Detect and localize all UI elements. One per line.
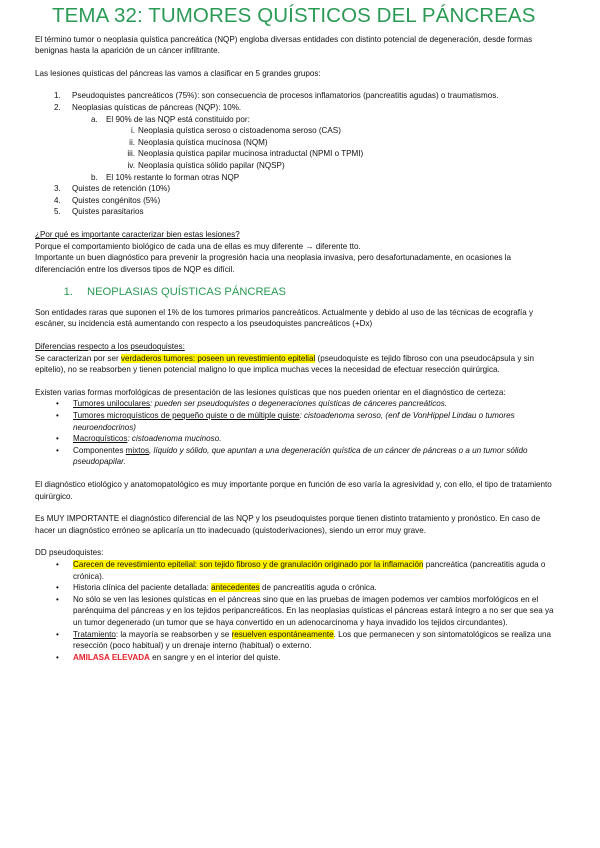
list-item: • Componentes mixtos, líquido y sólido, que apuntan a una degeneración quística de un cáncer de páncreas o a un tumor sólido pseudopapilar. [56,445,528,467]
groups-intro: Las lesiones quísticas del páncreas las vamos a clasificar en 5 grandes grupos: [35,68,321,78]
sublist-b [35,172,556,184]
list-item: • Carecen de revestimiento epitelial: son tejido fibroso y de granulación originado por la inflamación pancreática (pancreatitis aguda o crónica). [56,559,546,581]
highlighted-text: verdaderos tumores: poseen un revestimiento epitelial [120,353,316,363]
section-paragraph: Son entidades raras que suponen el 1% de los tumores primarios pancreáticos. Actualmente y debido al uso de las técnicas de ecografía y escáner, su incidencia está aumentando con respecto a los pseudoquistes pancreáticos (+Dx) [35,307,534,329]
list-item: • Macroquísticos: cistoadenoma mucinoso. [56,434,222,444]
differences-heading: Diferencias respecto a los pseudoquistes: [35,342,185,352]
differences-paragraph: Se caracterizan por ser verdaderos tumores: poseen un revestimiento epitelial (pseudoquiste es tejido fibroso con una pseudocápsula y sin epitelio), no se reabsorben y tienen potencial maligno lo que implica muchas veces la necesidad de efectuar resección quirúrgica. [35,353,534,375]
important-paragraph: Es MUY IMPORTANTE el diagnóstico diferencial de las NQP y los pseudoquistes porque tienen distinto tratamiento y pronóstico. En caso de hacer un diagnóstico erróneo se aplicaría un tto inadecuado (quistoderivaciones), siendo un error muy grave. [35,514,541,535]
red-emphasis: AMILASA ELEVADA [73,652,150,662]
list-item: i. Neoplasia quística seroso o cistoadenoma seroso (CAS) [130,126,341,136]
list-item: iv. Neoplasia quística sólido papilar (NQSP) [127,160,285,170]
list-item: 2. Neoplasias quísticas de páncreas (NQP): 10%. [54,102,242,112]
why-line-2: Importante un buen diagnóstico para prevenir la progresión hacia una neoplasia invasiva, pero desafortunadamente, en ocasiones la diferenciación entre los diversos tipos de NQP es difícil. [35,253,512,274]
highlighted-text: resuelven espontáneamente [231,629,334,639]
list-item: 4. Quistes congénitos (5%) [54,195,161,205]
list-item: • No sólo se ven las lesiones quísticas en el páncreas sino que en las pruebas de imagen podemos ver cambios morfológicos en el parénquima del páncreas y en los tejidos peripancreáticos. En las neoplasias quísticas el páncreas estará íntegro a no ser que sea ya un tumor degenerado (un tumor que se haya convertido en un adenocarcinoma y haya invadido los tejidos circundantes). [56,594,554,627]
dd-heading: DD pseudoquistes: [35,548,104,558]
list-item: • Tumores microquísticos de pequeño quiste o de múltiple quiste: cistoadenoma seroso, (enf de VonHippel Lindau o tumores neuroendocrinos) [56,411,515,432]
list-item: • Historia clínica del paciente detallada: antecedentes de pancreatitis aguda o crónica. [56,583,377,593]
list-item: 1. Pseudoquistes pancreáticos (75%): son consecuencia de procesos inflamatorios (pancreatitis agudas) o traumatismos. [54,91,499,101]
groups-list-continued [35,183,556,218]
section-title: NEOPLASIAS QUÍSTICAS PÁNCREAS [87,286,286,299]
list-item: iii. Neoplasia quística papilar mucinosa intraductal (NPMI o TPMI) [127,149,364,159]
etiology-paragraph: El diagnóstico etiológico y anatomopatológico es muy importante porque en función de eso varía la agresividad y, con ello, el tipo de tratamiento quirúrgico. [35,480,552,501]
section-number: 1. [63,286,73,299]
list-item: • Tratamiento: la mayoría se reabsorben y se resuelven espontáneamente. Los que permanecen y son sintomatológicos se realiza una resección (poco habitual) y un drenaje interno (habitual) o externo. [56,629,551,651]
groups-list [35,90,556,113]
why-question: ¿Por qué es importante caracterizar bien estas lesiones? [35,229,240,239]
list-item: a. El 90% de las NQP está constituido por: [91,114,250,124]
list-item: 3. Quistes de retención (10%) [54,184,171,194]
section-heading [35,287,556,299]
why-line-1: Porque el comportamiento biológico de cada una de ellas es muy diferente → diferente tto. [35,241,361,251]
forms-list [35,398,556,468]
list-item: ii. Neoplasia quística mucinosa (NQM) [129,137,268,147]
sublist-a [35,114,556,126]
page-title: TEMA 32: TUMORES QUÍSTICOS DEL PÁNCREAS [52,4,536,27]
intro-paragraph: El término tumor o neoplasia quística pancreática (NQP) engloba diversas entidades con distinto potencial de degeneración, desde formas benignas hasta la aparición de un cáncer infiltrante. [35,34,533,56]
highlighted-text: antecedentes [211,583,260,593]
sublist-roman [35,125,556,171]
highlighted-text: Carecen de revestimiento epitelial: son tejido fibroso y de granulación originado por la inflamación [73,559,424,569]
list-item: • AMILASA ELEVADA en sangre y en el interior del quiste. [56,652,281,662]
list-item: b. El 10% restante lo forman otras NQP [91,172,240,182]
list-item: 5. Quistes parasitarios [54,207,144,217]
dd-list [35,559,556,663]
list-item: • Tumores uniloculares: pueden ser pseudoquistes o degeneraciones quísticas de cánceres pancreáticos. [56,399,448,409]
forms-intro: Existen varias formas morfológicas de presentación de las lesiones quísticas que nos pueden orientar en el diagnóstico de certeza: [35,387,506,397]
